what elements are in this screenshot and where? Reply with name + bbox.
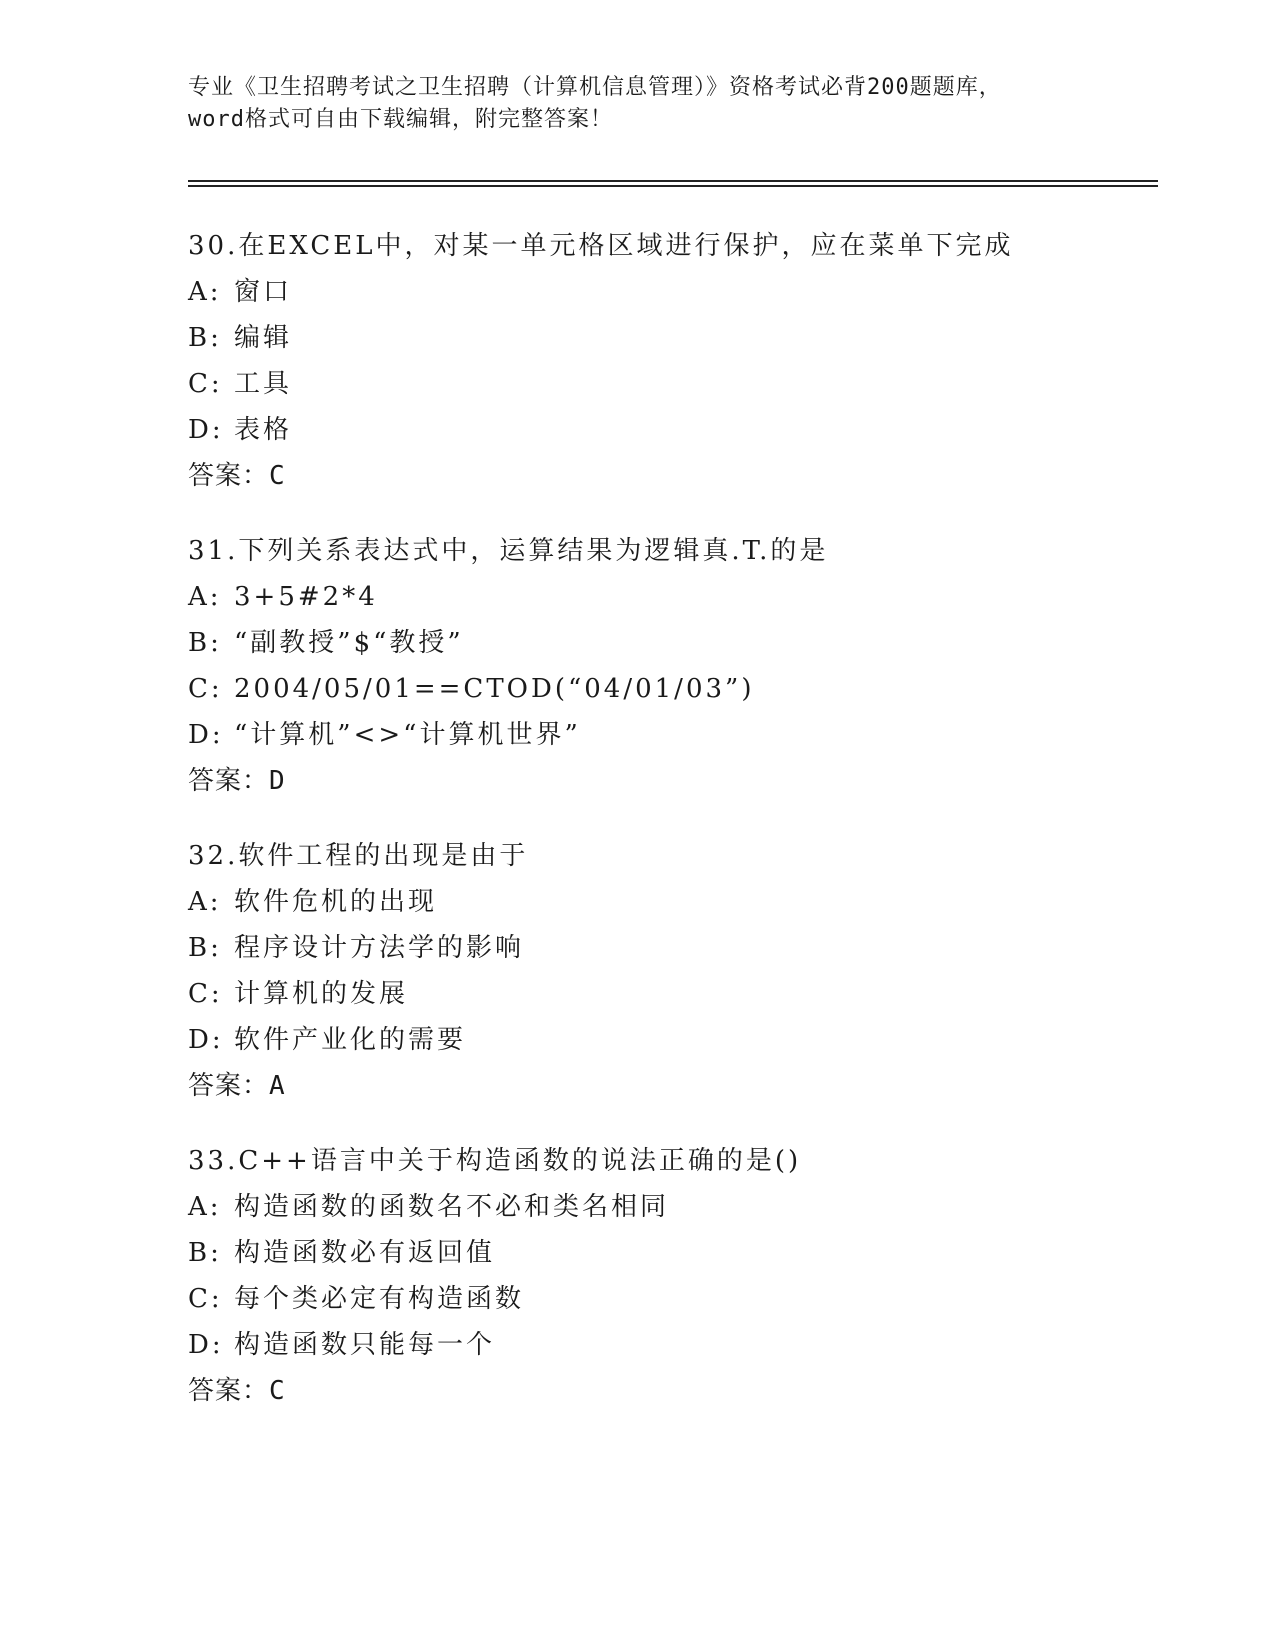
option-text: 每个类必定有构造函数 (234, 1284, 525, 1314)
option-a (188, 574, 1188, 620)
option-letter: B: (188, 933, 222, 963)
option-b (188, 620, 1188, 666)
option-letter: C: (188, 674, 223, 704)
answer: 答案：A (188, 1071, 286, 1101)
header-divider-bottom (188, 185, 1158, 187)
option-text: 构造函数只能每一个 (234, 1330, 496, 1360)
option-letter: A: (188, 582, 222, 612)
option-letter: C: (188, 369, 223, 399)
option-letter: D: (188, 1330, 224, 1360)
option-b (188, 925, 1188, 971)
document-header (188, 72, 1088, 136)
option-a (188, 1184, 1188, 1230)
header-divider-top (188, 180, 1158, 182)
option-letter: D: (188, 415, 224, 445)
option-letter: A: (188, 887, 222, 917)
option-c (188, 1276, 1188, 1322)
answer: 答案：D (188, 766, 286, 796)
option-letter: B: (188, 628, 222, 658)
header-line-2: word格式可自由下载编辑，附完整答案！ (188, 107, 613, 132)
option-c (188, 666, 1188, 712)
question-stem: 32.软件工程的出现是由于 (188, 841, 529, 871)
answer: 答案：C (188, 1376, 286, 1406)
option-text: 软件产业化的需要 (234, 1025, 467, 1055)
option-text: 编辑 (234, 323, 293, 353)
option-c (188, 361, 1188, 407)
option-text: 窗口 (234, 277, 293, 307)
option-c (188, 971, 1188, 1017)
option-b (188, 315, 1188, 361)
option-text: 软件危机的出现 (234, 887, 438, 917)
option-text: “计算机”<>“计算机世界” (234, 720, 581, 750)
answer: 答案：C (188, 461, 286, 491)
option-text: 3+5#2*4 (234, 582, 378, 612)
option-a (188, 269, 1188, 315)
option-d (188, 1017, 1188, 1063)
question-32 (188, 833, 1188, 1109)
option-letter: C: (188, 979, 223, 1009)
option-d (188, 712, 1188, 758)
option-a (188, 879, 1188, 925)
option-text: 表格 (234, 415, 293, 445)
option-text: 2004/05/01==CTOD(“04/01/03”) (234, 674, 755, 704)
option-letter: D: (188, 720, 224, 750)
question-30 (188, 223, 1188, 499)
option-text: “副教授”$“教授” (234, 628, 464, 658)
question-stem: 33.C++语言中关于构造函数的说法正确的是() (188, 1146, 802, 1176)
option-letter: B: (188, 323, 222, 353)
question-stem: 31.下列关系表达式中，运算结果为逻辑真.T.的是 (188, 536, 829, 566)
header-line-1: 专业《卫生招聘考试之卫生招聘（计算机信息管理）》资格考试必背200题题库， (188, 75, 1002, 100)
option-d (188, 407, 1188, 453)
option-letter: A: (188, 1192, 222, 1222)
option-letter: C: (188, 1284, 223, 1314)
question-33 (188, 1138, 1188, 1414)
option-b (188, 1230, 1188, 1276)
option-letter: A: (188, 277, 222, 307)
option-text: 构造函数的函数名不必和类名相同 (234, 1192, 670, 1222)
question-31 (188, 528, 1188, 804)
option-d (188, 1322, 1188, 1368)
question-stem: 30.在EXCEL中，对某一单元格区域进行保护，应在菜单下完成 (188, 231, 1014, 261)
option-text: 程序设计方法学的影响 (234, 933, 525, 963)
option-text: 工具 (234, 369, 293, 399)
option-text: 计算机的发展 (234, 979, 409, 1009)
option-text: 构造函数必有返回值 (234, 1238, 496, 1268)
option-letter: B: (188, 1238, 222, 1268)
option-letter: D: (188, 1025, 224, 1055)
